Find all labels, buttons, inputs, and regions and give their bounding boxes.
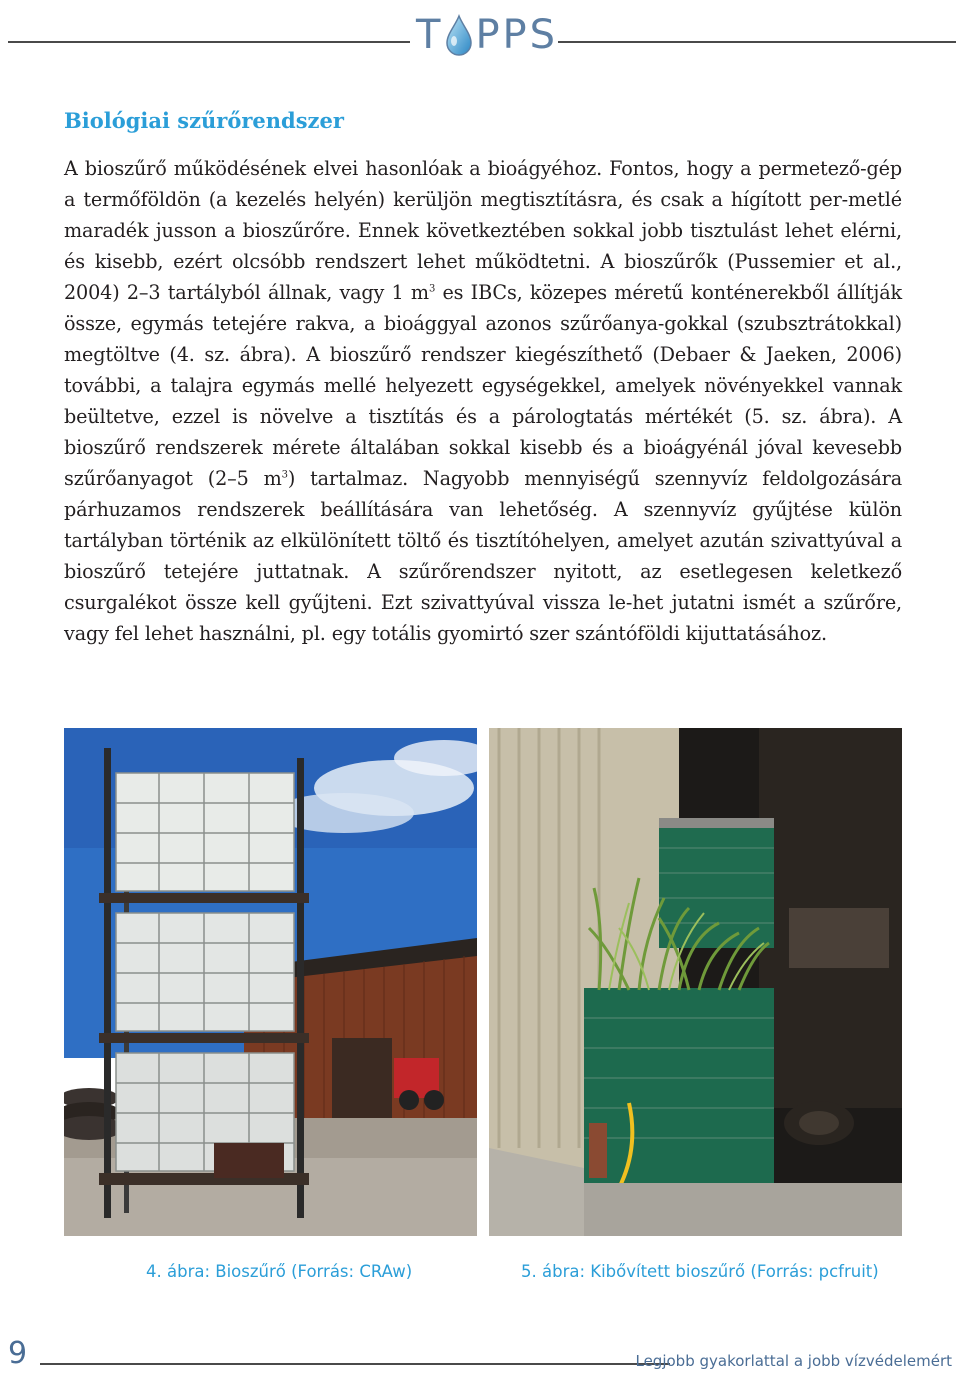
figure-5-caption: 5. ábra: Kibővített bioszűrő (Forrás: pcfruit) xyxy=(521,1262,879,1281)
body-text-part-1: A bioszűrő működésének elvei hasonlóak a bioágyéhoz. Fontos, hogy a permetező-gép a termőföldön (a kezelés helyén) kerüljön megtisztításra, és csak a hígított per-metlé maradék jusson a bioszűrőre. Ennek következtében sokkal jobb tisztulást lehet elérni, és kisebb, ezért olcsóbb rendszert lehet működtetni. A bioszűrők (Pussemier et al., 2004) 2–3 tartályból állnak, vagy 1 m xyxy=(64,157,902,304)
water-drop-icon xyxy=(444,14,474,56)
superscript-cubic-2: 3 xyxy=(281,469,288,481)
header-rule-right xyxy=(558,41,956,43)
footer-tagline: Legjobb gyakorlattal a jobb vízvédelemért xyxy=(635,1352,952,1370)
figure-5-photo xyxy=(489,728,902,1236)
page-number: 9 xyxy=(8,1336,28,1371)
header-rule-left xyxy=(8,41,410,43)
footer-rule xyxy=(40,1363,670,1365)
body-text-part-3: ) tartalmaz. Nagyobb mennyiségű szennyvíz feldolgozására párhuzamos rendszerek beállítására van lehetőség. A szennyvíz gyűjtése külön tartályban történik az elkülönített töltő és tisztítóhelyen, amelyet azután szivattyúval a bioszűrő tetejére juttatnak. A szűrőrendszer nyitott, az esetlegesen keletkező csurgalékot össze kell gyűjteni. Ezt szivattyúval vissza le-het jutatni ismét a szűrőre, vagy fel lehet használni, pl. egy totális gyomirtó szer szántóföldi kijuttatásához. xyxy=(64,467,902,645)
logo-letters-pps: PPS xyxy=(475,12,559,58)
body-text-part-2: es IBCs, közepes méretű konténerekből állítják össze, egymás tetejére rakva, a bioággyal azonos szűrőanya-gokkal (szubsztrátokkal) megtöltve (4. sz. ábra). A bioszűrő rendszer kiegészíthető (Debaer & Jaeken, 2006) további, a talajra egymás mellé helyezett egységekkel, amelyek növényekkel vannak beültetve, ezzel is növelve a tisztítás és a párologtatás mértékét (5. sz. ábra). A bioszűrő rendszerek mérete általában sokkal kisebb és a bioágyénál jóval kevesebb szűrőanyagot (2–5 m xyxy=(64,281,902,490)
page-header xyxy=(0,0,960,70)
topps-logo xyxy=(410,0,558,66)
body-paragraph xyxy=(64,153,902,649)
figure-4-photo xyxy=(64,728,477,1236)
logo-letter-t: T xyxy=(416,12,444,58)
figure-4-caption: 4. ábra: Bioszűrő (Forrás: CRAw) xyxy=(146,1262,413,1281)
superscript-cubic-1: 3 xyxy=(428,283,436,295)
section-title: Biológiai szűrőrendszer xyxy=(64,108,344,133)
